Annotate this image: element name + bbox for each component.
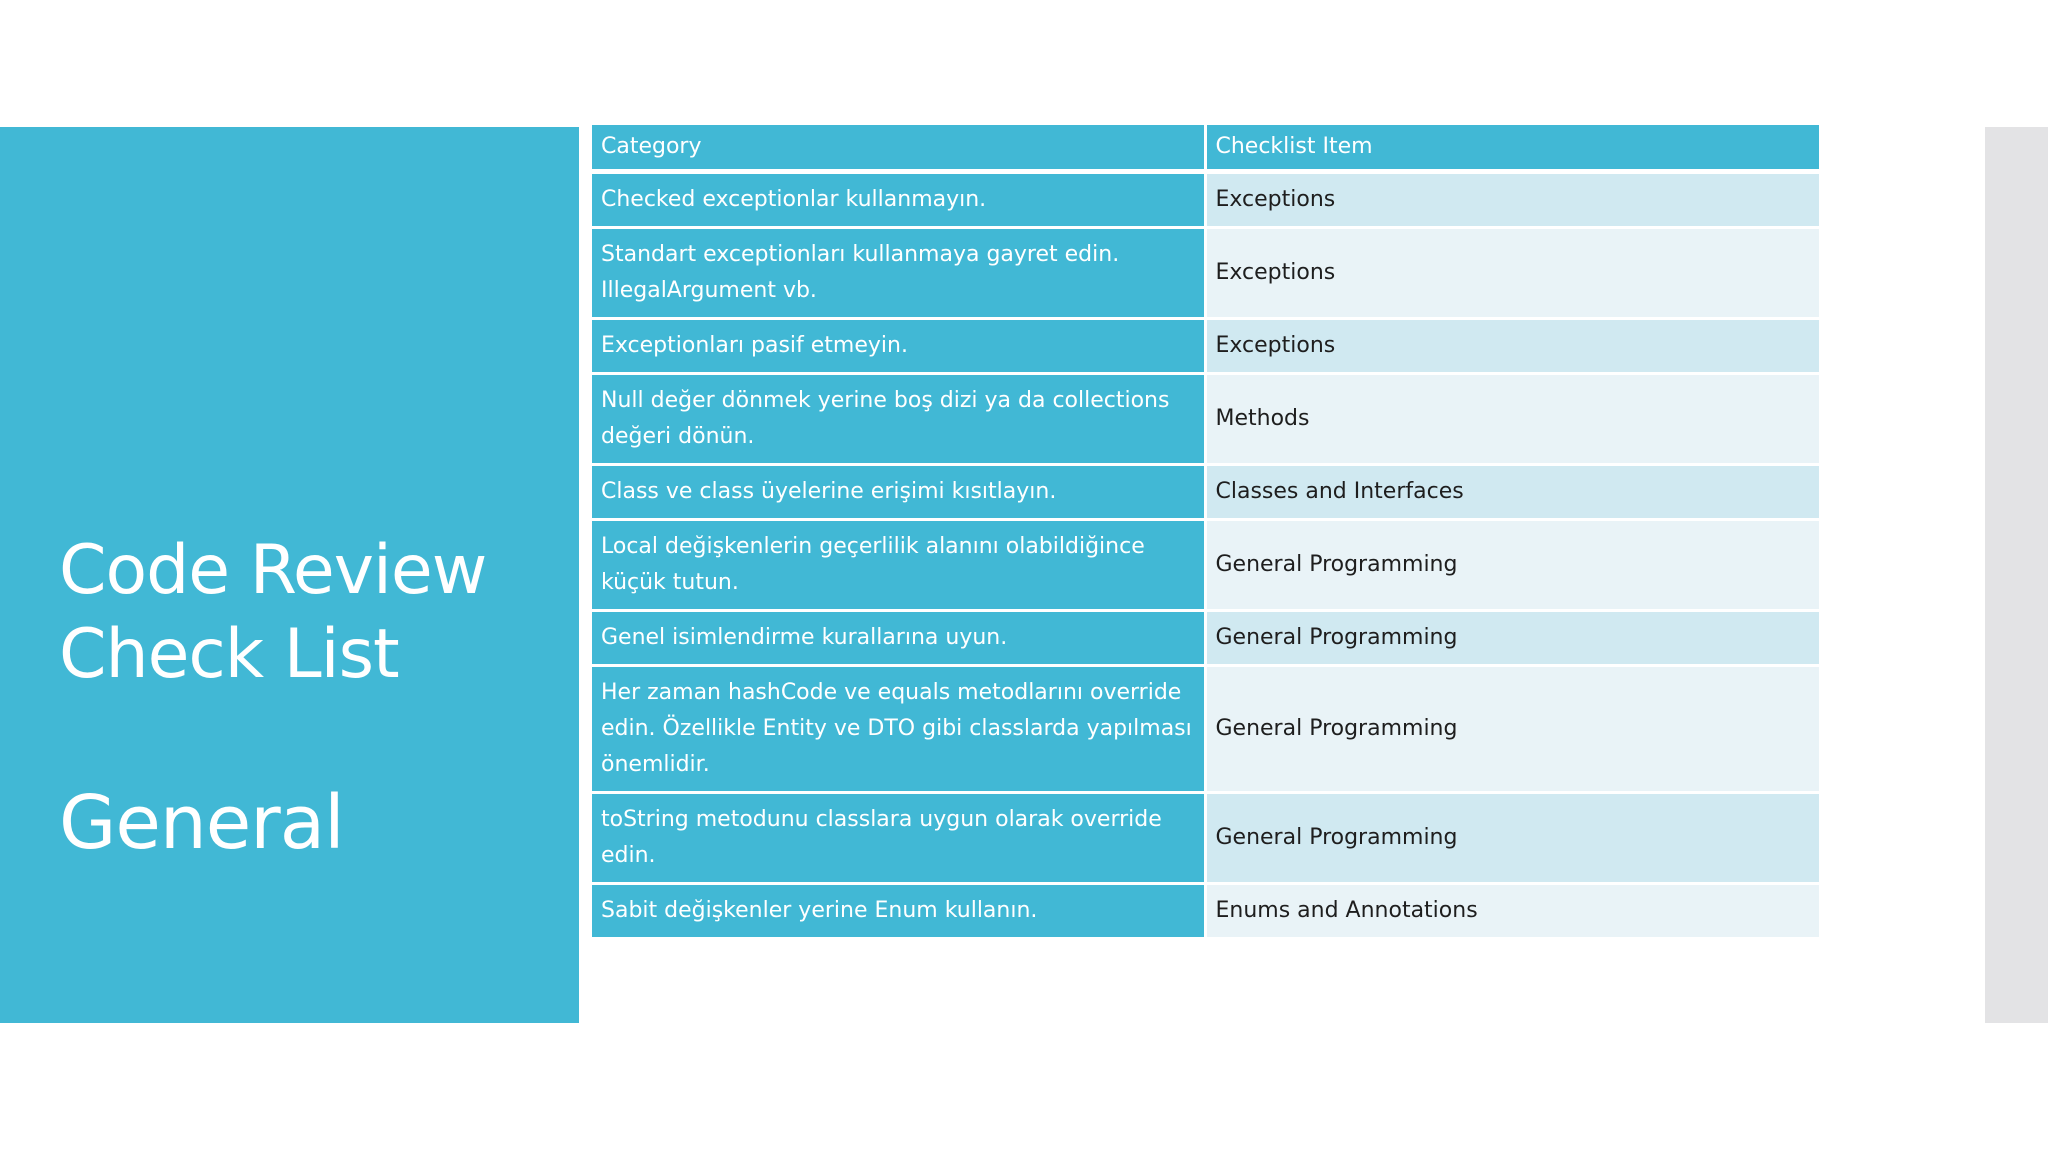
slide-title [59, 529, 486, 697]
checklist-item-cell: Classes and Interfaces [1205, 465, 1819, 520]
table-row [592, 884, 1819, 939]
category-cell: Null değer dönmek yerine boş dizi ya da collections değeri dönün. [592, 374, 1205, 465]
category-cell: Genel isimlendirme kurallarına uyun. [592, 611, 1205, 666]
table-row [592, 793, 1819, 884]
table-row [592, 172, 1819, 228]
header-checklist-item: Checklist Item [1205, 125, 1819, 172]
table-row [592, 374, 1819, 465]
slide-subtitle: General [59, 780, 344, 866]
checklist-item-cell: General Programming [1205, 520, 1819, 611]
checklist-item-cell: General Programming [1205, 611, 1819, 666]
checklist-item-cell: General Programming [1205, 793, 1819, 884]
table-row [592, 666, 1819, 793]
category-cell: toString metodunu classlara uygun olarak override edin. [592, 793, 1205, 884]
table-row [592, 319, 1819, 374]
right-side-strip [1985, 127, 2048, 1023]
table-row [592, 520, 1819, 611]
title-panel [0, 127, 579, 1023]
table-row [592, 228, 1819, 319]
checklist-table [592, 125, 1819, 940]
checklist-item-cell: Methods [1205, 374, 1819, 465]
checklist-item-cell: Exceptions [1205, 319, 1819, 374]
category-cell: Exceptionları pasif etmeyin. [592, 319, 1205, 374]
category-cell: Her zaman hashCode ve equals metodlarını override edin. Özellikle Entity ve DTO gibi classlarda yapılması önemlidir. [592, 666, 1205, 793]
checklist-item-cell: Exceptions [1205, 228, 1819, 319]
category-cell: Sabit değişkenler yerine Enum kullanın. [592, 884, 1205, 939]
category-cell: Checked exceptionlar kullanmayın. [592, 172, 1205, 228]
checklist-item-cell: Exceptions [1205, 172, 1819, 228]
category-cell: Local değişkenlerin geçerlilik alanını olabildiğince küçük tutun. [592, 520, 1205, 611]
category-cell: Class ve class üyelerine erişimi kısıtlayın. [592, 465, 1205, 520]
table-row [592, 611, 1819, 666]
slide-title-line-1: Code Review [59, 531, 487, 610]
header-category: Category [592, 125, 1205, 172]
table-row [592, 465, 1819, 520]
slide-title-line-2: Check List [59, 615, 399, 694]
table-header-row [592, 125, 1819, 172]
checklist-item-cell: General Programming [1205, 666, 1819, 793]
category-cell: Standart exceptionları kullanmaya gayret edin. IllegalArgument vb. [592, 228, 1205, 319]
checklist-item-cell: Enums and Annotations [1205, 884, 1819, 939]
